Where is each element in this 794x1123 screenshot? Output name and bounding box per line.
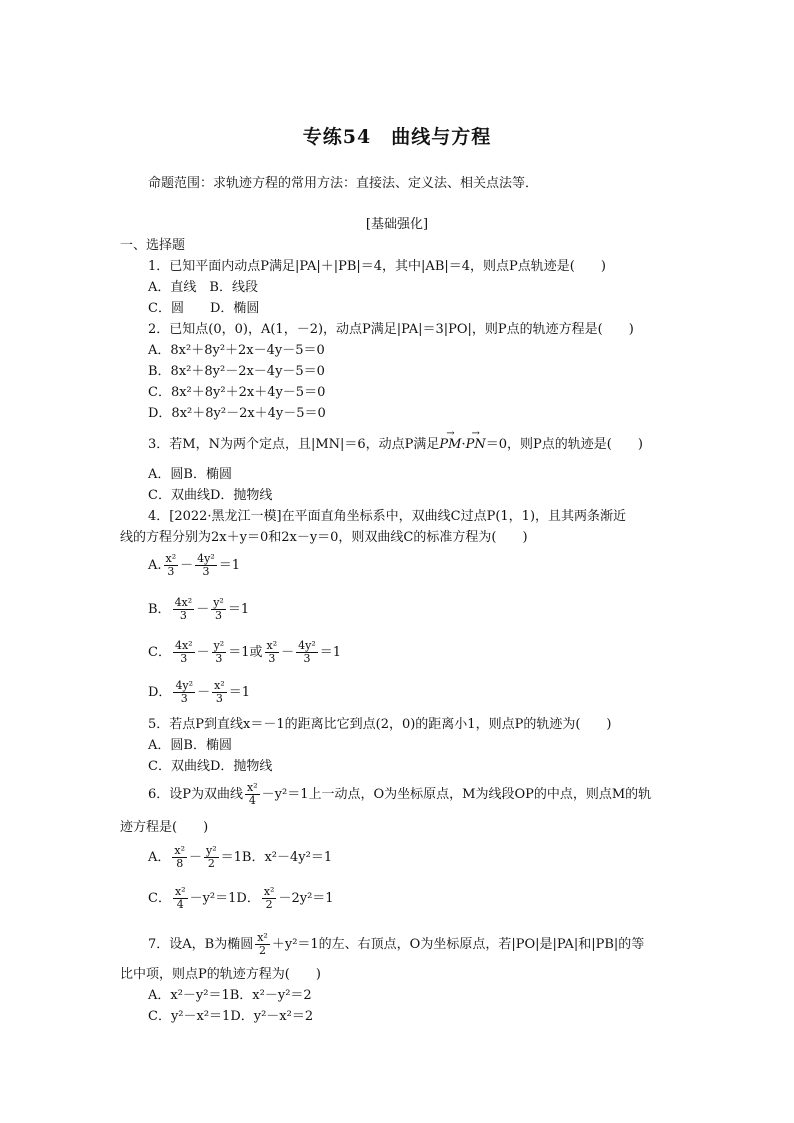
- scope-text: 命题范围：求轨迹方程的常用方法：直接法、定义法、相关点法等．: [148, 176, 539, 191]
- question-6-options-ab: A． $\frac{\text{x²}}{8}$ － $\frac{\text{y²}}{2}$ ＝1B．x²－4y²＝1: [148, 844, 333, 870]
- fraction: $\frac{\text{y²}}{3}$: [213, 639, 225, 665]
- fraction: $\frac{\text{4y²}}{3}$: [298, 639, 316, 665]
- fraction: $\frac{\text{4y²}}{3}$: [197, 552, 215, 578]
- question-6-stem-line2: 迹方程是( ): [120, 820, 209, 835]
- dot-operator: ·: [461, 437, 466, 452]
- question-4-option-c: C． $\frac{\text{4x²}}{3}$ － $\frac{\text{y²}}{3}$ ＝1或 $\frac{\text{x²}}{3}$ － $\frac{\text{4y²}}{3}$ ＝1: [148, 639, 342, 665]
- question-2-option-b: B．8x²＋8y²－2x－4y－5＝0: [148, 364, 325, 379]
- question-4-stem-line1: 4．[2022·黑龙江一模]在平面直角坐标系中，双曲线C过点P(1，1)，且其两条渐近: [148, 509, 627, 524]
- fraction: $\frac{\text{x²}}{8}$: [174, 844, 186, 870]
- part-heading: 一、选择题: [120, 238, 186, 253]
- question-4-option-b: B． $\frac{\text{4x²}}{3}$ － $\frac{\text{y²}}{3}$ ＝1: [148, 596, 250, 622]
- question-1-options-ab: A．直线 B．线段: [148, 280, 258, 295]
- fraction: $\frac{\text{x²}}{4}$: [247, 781, 258, 807]
- fraction: $\frac{\text{x²}}{3}$: [266, 639, 278, 665]
- question-3-options-ab: A．圆B．椭圆: [148, 467, 232, 482]
- question-1-options-cd: C．圆 D．椭圆: [148, 301, 260, 316]
- fraction: $\frac{\text{x²}}{2}$: [263, 885, 275, 911]
- vector-pn: → PN: [466, 437, 486, 453]
- fraction: $\frac{\text{y²}}{2}$: [206, 844, 217, 870]
- page-title: 专练54 曲线与方程: [302, 126, 492, 148]
- fraction: $\frac{\text{x²}}{3}$: [165, 552, 177, 578]
- question-4-option-a: A. $\frac{\text{x²}}{3}$ － $\frac{\text{4y²}}{3}$ ＝1: [148, 552, 241, 578]
- vector-pm: → PM: [439, 437, 461, 453]
- fraction: $\frac{\text{x²}}{3}$: [214, 679, 225, 705]
- question-2-option-c: C．8x²＋8y²＋2x＋4y－5＝0: [148, 385, 326, 400]
- fraction: $\frac{\text{x²}}{2}$: [257, 931, 268, 957]
- question-7-options-cd: C．y²－x²＝1D．y²－x²＝2: [148, 1009, 314, 1024]
- question-3-options-cd: C．双曲线D．抛物线: [148, 488, 273, 503]
- question-2-stem: 2．已知点(0，0)，A(1，－2)，动点P满足|PA|＝3|PO|，则P点的轨迹方程是( ): [148, 322, 634, 337]
- question-7-options-ab: A．x²－y²＝1B．x²－y²＝2: [148, 988, 312, 1003]
- question-1-stem: 1．已知平面内动点P满足|PA|＋|PB|＝4，其中|AB|＝4，则点P点轨迹是( ): [148, 259, 606, 274]
- question-5-stem: 5．若点P到直线x＝－1的距离比它到点(2，0)的距离小1，则点P的轨迹为( ): [148, 717, 612, 732]
- fraction: $\frac{\text{x²}}{4}$: [174, 885, 186, 911]
- question-2-option-d: D．8x²＋8y²－2x＋4y－5＝0: [148, 406, 326, 421]
- question-4-stem-line2: 线的方程分别为2x＋y＝0和2x－y＝0，则双曲线C的标准方程为( ): [120, 530, 528, 545]
- fraction: $\frac{\text{4y²}}{3}$: [175, 679, 194, 705]
- question-3-stem: [148, 437, 643, 453]
- section-heading: [基础强化]: [365, 217, 429, 232]
- question-6-stem-line1: 6．设P为双曲线 $\frac{\text{x²}}{4}$ －y²＝1上一动点，O为坐标原点，M为线段OP的中点，则点M的轨: [148, 781, 652, 807]
- question-2-option-a: A．8x²＋8y²＋2x－4y－5＝0: [148, 343, 325, 358]
- question-5-options-cd: C．双曲线D．抛物线: [148, 759, 273, 774]
- fraction: $\frac{\text{y²}}{3}$: [213, 596, 224, 622]
- question-3-stem-pre: 3．若M，N为两个定点，且|MN|＝6，动点P满足: [148, 437, 440, 452]
- question-7-stem-line1: 7．设A，B为椭圆 $\frac{\text{x²}}{2}$ ＋y²＝1的左、右顶点，O为坐标原点，若|PO|是|PA|和|PB|的等: [148, 931, 645, 957]
- question-3-stem-post: ＝0，则P点的轨迹是( ): [485, 437, 643, 452]
- question-5-options-ab: A．圆B．椭圆: [148, 738, 232, 753]
- question-7-stem-line2: 比中项，则点P的轨迹方程为( ): [120, 967, 321, 982]
- fraction: $\frac{\text{4x²}}{3}$: [174, 639, 193, 665]
- fraction: $\frac{\text{4x²}}{3}$: [174, 596, 193, 622]
- question-4-option-d: D． $\frac{\text{4y²}}{3}$ － $\frac{\text{x²}}{3}$ ＝1: [148, 679, 250, 705]
- question-6-options-cd: C． $\frac{\text{x²}}{4}$ －y²＝1D． $\frac{\text{x²}}{2}$ －2y²＝1: [148, 885, 334, 911]
